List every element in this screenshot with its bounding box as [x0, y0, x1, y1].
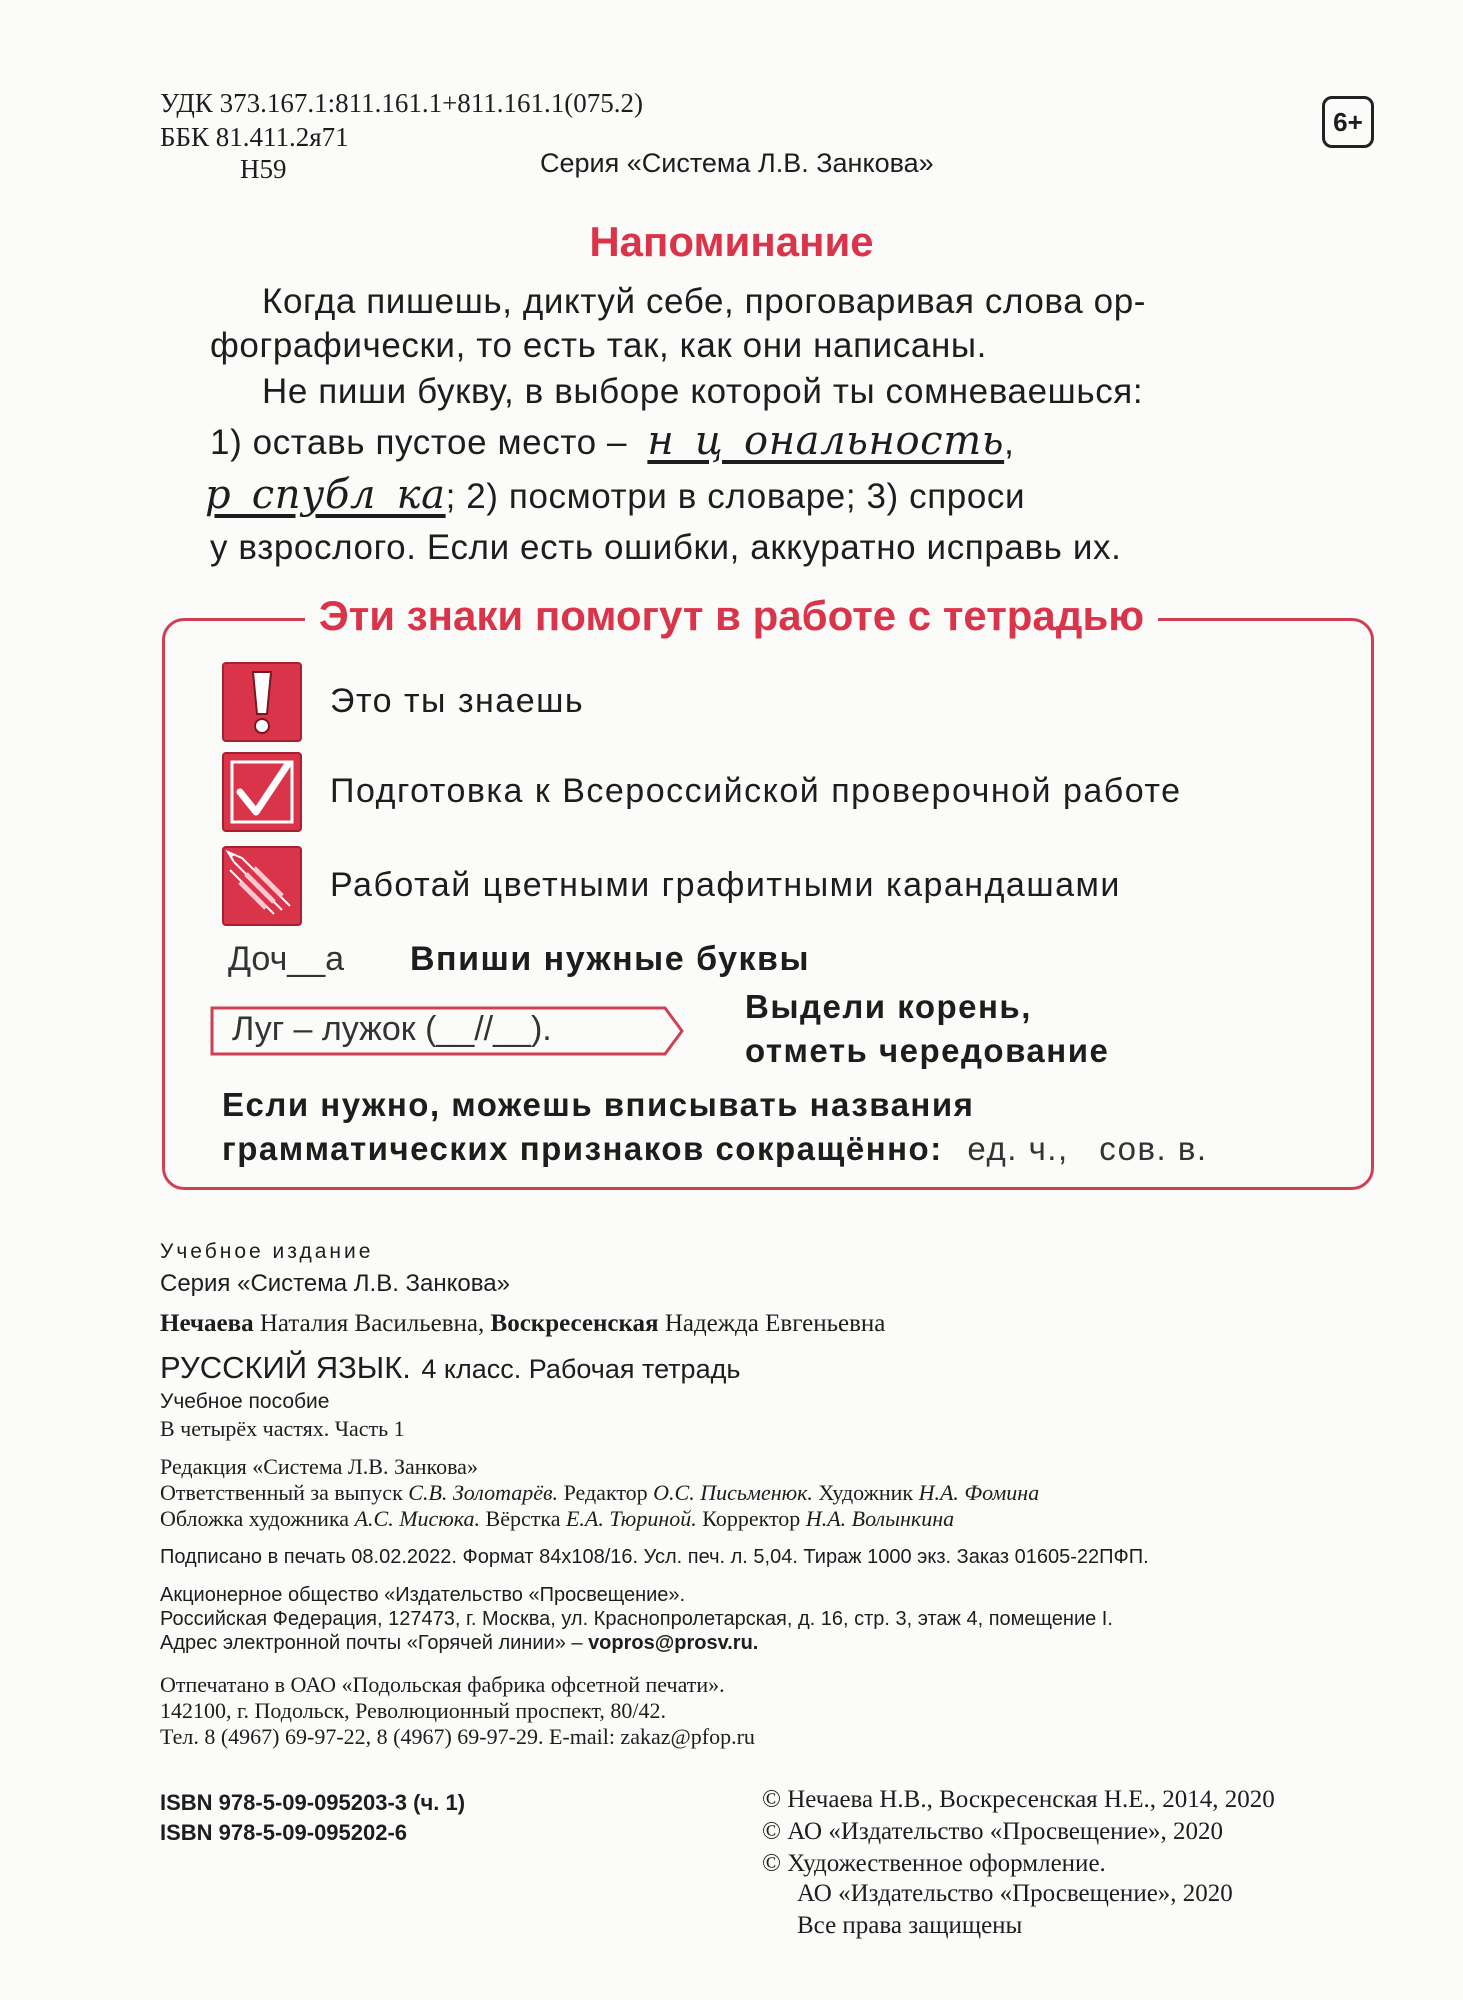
abbr-line-2 [222, 1130, 1208, 1168]
email-line: Адрес электронной почты «Горячей линии» – vopros@prosv.ru. [160, 1632, 759, 1654]
handwritten-example-1: н_ц_ональность [647, 418, 1005, 464]
reminder-steps-2-3: ; 2) посмотри в словаре; 3) спроси [445, 477, 1026, 516]
isbn-set: ISBN 978-5-09-095202-6 [160, 1820, 408, 1845]
author-2-name: Надежда Евгеньевна [664, 1310, 886, 1337]
insert-example: Доч__а [228, 940, 345, 978]
sign-label-known: Это ты знаешь [330, 682, 585, 720]
abbr-example-1: ед. ч., [967, 1130, 1069, 1167]
book-title-line [160, 1350, 740, 1386]
email-link[interactable]: vopros@prosv.ru. [588, 1632, 759, 1654]
all-rights-reserved: Все права защищены [797, 1912, 1023, 1939]
credits-line-2: Обложка художника А.С. Мисюка. Вёрстка Е.А. Тюриной. Корректор Н.А. Волынкина [160, 1506, 955, 1531]
comma: , [1004, 423, 1015, 462]
sign-label-vpr: Подготовка к Всероссийской проверочной работе [330, 772, 1182, 810]
credits-line-1: Ответственный за выпуск С.В. Золотарёв. Редактор О.С. Письменюк. Художник Н.А. Фомина [160, 1480, 1040, 1505]
udk-code: УДК 373.167.1:811.161.1+811.161.1(075.2) [160, 88, 644, 118]
author-1-surname: Нечаева [160, 1310, 254, 1337]
reminder-line-1: Когда пишешь, диктуй себе, проговаривая слова ор- [262, 282, 1147, 321]
reminder-line-4 [210, 418, 1014, 464]
printed-at: Отпечатано в ОАО «Подольская фабрика офсетной печати». [160, 1672, 725, 1697]
printer-address: 142100, г. Подольск, Революционный проспект, 80/42. [160, 1698, 666, 1723]
handwritten-example-2: р_спубл_ка [205, 472, 446, 518]
reminder-line-2: фографически, то есть так, как они написаны. [210, 326, 987, 365]
abbr-example-2: сов. в. [1099, 1130, 1208, 1167]
imprint-series: Серия «Система Л.В. Занкова» [160, 1270, 510, 1297]
checkmark-icon [222, 752, 302, 832]
editorial: Редакция «Система Л.В. Занкова» [160, 1454, 478, 1479]
reminder-step-1: 1) оставь пустое место – [210, 423, 628, 462]
abbr-text: грамматических признаков сокращённо: [222, 1130, 943, 1167]
book-subtitle: 4 класс. Рабочая тетрадь [421, 1354, 741, 1384]
book-kind: Учебное пособие [160, 1390, 330, 1413]
printer-phone: Тел. 8 (4967) 69-97-22, 8 (4967) 69-97-29. E-mail: zakaz@pfop.ru [160, 1724, 755, 1749]
book-title: РУССКИЙ ЯЗЫК. [160, 1350, 411, 1385]
print-info: Подписано в печать 08.02.2022. Формат 84x108/16. Усл. печ. л. 5,04. Тираж 1000 экз. Заказ 01605-22ПФП. [160, 1546, 1149, 1568]
bbk-code: ББК 81.411.2я71 [160, 122, 349, 152]
author-1-name: Наталия Васильевна, [259, 1310, 485, 1337]
reminder-line-3: Не пиши букву, в выборе которой ты сомневаешься: [262, 372, 1144, 411]
publisher-address: Российская Федерация, 127473, г. Москва, ул. Краснопролетарская, д. 16, стр. 3, этаж 4, помещение I. [160, 1608, 1113, 1630]
publisher: Акционерное общество «Издательство «Просвещение». [160, 1584, 686, 1606]
root-label-line-1: Выдели корень, [745, 988, 1032, 1025]
edition-type: Учебное издание [160, 1240, 374, 1263]
copyright-authors: © Нечаева Н.В., Воскресенская Н.Е., 2014, 2020 [762, 1786, 1275, 1813]
abbr-line-1: Если нужно, можешь вписывать названия [222, 1086, 975, 1123]
reminder-line-6: у взрослого. Если есть ошибки, аккуратно исправь их. [210, 528, 1122, 567]
copyright-publisher: © АО «Издательство «Просвещение», 2020 [762, 1818, 1224, 1845]
reminder-line-5 [205, 472, 1025, 518]
root-label-line-2: отметь чередование [745, 1032, 1110, 1069]
isbn-part-1: ISBN 978-5-09-095203-3 (ч. 1) [160, 1790, 466, 1815]
insert-label: Впиши нужные буквы [410, 940, 810, 978]
authors [160, 1310, 885, 1338]
signs-title: Эти знаки помогут в работе с тетрадью [0, 592, 1463, 640]
pencils-icon [222, 846, 302, 926]
sign-label-pencils: Работай цветными графитными карандашами [330, 866, 1121, 904]
reminder-title: Напоминание [589, 218, 874, 265]
book-parts: В четырёх частях. Часть 1 [160, 1416, 405, 1441]
author-2-surname: Воскресенская [490, 1310, 659, 1337]
exclamation-icon [222, 662, 302, 742]
series-title: Серия «Система Л.В. Занкова» [540, 148, 934, 178]
author-mark: Н59 [240, 154, 287, 184]
copyright-design-owner: АО «Издательство «Просвещение», 2020 [797, 1880, 1233, 1907]
age-rating-badge: 6+ [1322, 96, 1374, 148]
copyright-design: © Художественное оформление. [762, 1850, 1106, 1877]
root-example: Луг – лужок (__//__). [232, 1010, 552, 1048]
